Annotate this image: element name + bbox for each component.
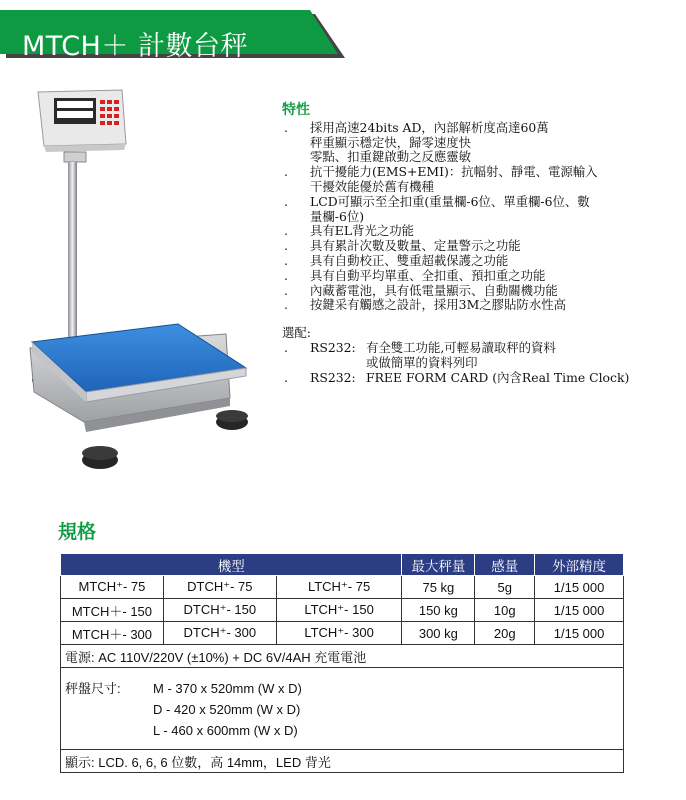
bullet: . — [284, 282, 288, 298]
option-line: 有全雙工功能,可輕易讀取秤的資料 — [366, 339, 556, 355]
feature-item — [282, 298, 677, 313]
table-row — [61, 668, 624, 750]
display-spec: 顯示: LCD. 6, 6, 6 位數，高 14mm，LED 背光 — [61, 750, 624, 773]
pan-size-value: M - 370 x 520mm (W x D) — [153, 681, 302, 696]
table-cell: 150 kg — [402, 599, 475, 622]
feature-line: 干擾效能優於舊有機種 — [310, 178, 434, 194]
feature-item — [282, 165, 677, 195]
feature-line: 具有EL背光之功能 — [310, 223, 415, 239]
feature-line: LCD可顯示至全扣重(重量欄-6位、單重欄-6位、數 — [310, 193, 590, 209]
feature-line: 零點、扣重鍵啟動之反應靈敏 — [310, 149, 472, 165]
table-row — [61, 599, 624, 622]
spec-header-row — [61, 554, 624, 576]
bullet: . — [284, 297, 288, 313]
pan-size-cell — [61, 668, 624, 750]
table-row — [61, 645, 624, 668]
bullet: . — [284, 119, 288, 135]
feature-line: 秤重顯示穩定快，歸零速度快 — [310, 134, 472, 150]
feature-item — [282, 195, 677, 225]
feature-item — [282, 269, 677, 284]
features-section — [282, 103, 677, 385]
header-precision: 外部精度 — [535, 554, 624, 576]
table-cell: 1/15 000 — [535, 622, 624, 645]
feature-item — [282, 224, 677, 239]
table-cell: MTCH＋- 150 — [61, 599, 164, 622]
bullet: . — [284, 238, 288, 254]
pan-size-label: 秤盤尺寸: — [65, 681, 121, 696]
table-cell: 10g — [475, 599, 535, 622]
spec-title: 規格 — [58, 521, 97, 543]
bullet: . — [284, 369, 288, 385]
table-cell: 20g — [475, 622, 535, 645]
table-cell: 300 kg — [402, 622, 475, 645]
feature-line: 抗干擾能力(EMS+EMI)：抗幅射、靜電、電源輸入 — [310, 164, 598, 180]
table-cell: LTCH⁺- 300 — [276, 622, 402, 645]
table-row — [61, 622, 624, 645]
header-model: 機型 — [61, 554, 402, 576]
scale-product-image — [26, 86, 254, 480]
table-cell: 1/15 000 — [535, 576, 624, 599]
feature-line: 量欄-6位) — [310, 208, 365, 224]
header-sensitivity: 感量 — [475, 554, 535, 576]
options-title: 選配: — [282, 325, 311, 341]
table-cell: DTCH⁺- 300 — [163, 622, 276, 645]
bullet: . — [284, 164, 288, 180]
table-cell: DTCH⁺- 150 — [163, 599, 276, 622]
title-banner — [0, 10, 346, 60]
feature-line: 內藏蓄電池，具有低電量顯示、自動關機功能 — [310, 282, 558, 298]
bullet: . — [284, 252, 288, 268]
table-cell: LTCH⁺- 75 — [276, 576, 402, 599]
page-title: MTCH＋ 計數台秤 — [22, 31, 248, 62]
power-spec: 電源: AC 110V/220V (±10%) + DC 6V/4AH 充電電池 — [61, 645, 624, 668]
feature-item — [282, 239, 677, 254]
table-row — [61, 750, 624, 773]
feature-item — [282, 254, 677, 269]
option-item — [282, 341, 677, 371]
table-row — [61, 576, 624, 599]
bullet: . — [284, 193, 288, 209]
table-cell: 5g — [475, 576, 535, 599]
feature-line: 具有自動校正、雙重超載保護之功能 — [310, 252, 509, 268]
feature-line: 具有自動平均單重、全扣重、預扣重之功能 — [310, 267, 546, 283]
bullet: . — [284, 339, 288, 355]
feature-line: 按鍵采有觸感之設計，採用3M之膠貼防水性高 — [310, 297, 566, 313]
table-cell: LTCH⁺- 150 — [276, 599, 402, 622]
feature-line: 採用高速24bits AD，內部解析度高達60萬 — [310, 119, 549, 135]
table-cell: 1/15 000 — [535, 599, 624, 622]
table-cell: DTCH⁺- 75 — [163, 576, 276, 599]
spec-table — [60, 553, 624, 773]
option-label: RS232: — [310, 369, 356, 385]
table-cell: MTCH＋- 300 — [61, 622, 164, 645]
feature-item — [282, 284, 677, 299]
header-max-capacity: 最大秤量 — [402, 554, 475, 576]
table-cell: 75 kg — [402, 576, 475, 599]
features-title: 特性 — [282, 102, 310, 118]
pan-size-value: D - 420 x 520mm (W x D) — [153, 702, 301, 717]
option-line: FREE FORM CARD (內含Real Time Clock) — [366, 369, 630, 385]
pan-size-value: L - 460 x 600mm (W x D) — [153, 723, 298, 738]
option-label: RS232: — [310, 339, 356, 355]
bullet: . — [284, 223, 288, 239]
feature-item — [282, 121, 677, 165]
bullet: . — [284, 267, 288, 283]
option-item — [282, 371, 677, 386]
feature-line: 具有累計次數及數量、定量警示之功能 — [310, 238, 521, 254]
table-cell: MTCH⁺- 75 — [61, 576, 164, 599]
option-line: 或做簡單的資料列印 — [366, 354, 478, 370]
